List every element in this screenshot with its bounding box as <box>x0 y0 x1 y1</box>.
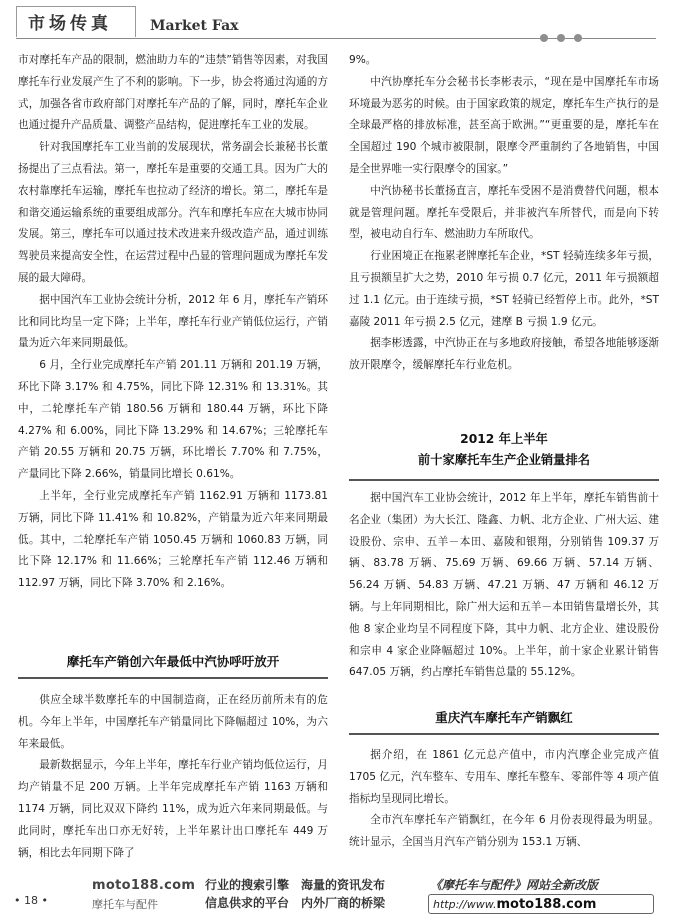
paragraph: 最新数据显示，今年上半年，摩托车行业产销均低位运行，月均产销量不足 200 万辆。上半年完成摩托车产销 1163 万辆和 1174 万辆，同比双双下降约 11%，成为近六年来同期最低。与此同时，摩托车出口亦无好转，上半年累计出口摩托车 449 万辆，相比去年同期下降了 <box>18 759 328 859</box>
right-column <box>349 50 659 377</box>
footer-slogan: 行业的搜索引擎 海量的资讯发布 <box>205 878 386 892</box>
column-title-english: Market Fax <box>150 18 239 34</box>
ranking-heading-line2: 前十家摩托车生产企业销量排名 <box>417 453 591 467</box>
paragraph: 中汽协秘书长董扬直言，摩托车受困不是消费替代问题，根本就是管理问题。摩托车受限后，并非被汽车所替代，而是向下转型，被电动自行车、燃油助力车所取代。 <box>349 184 659 241</box>
paragraph: 全市汽车摩托车产销飘红，在今年 6 月份表现得最为明显。统计显示，全国当月汽车产销分别为 153.1 万辆、 <box>349 814 659 849</box>
dot-icon <box>540 34 548 42</box>
footer-url-domain: moto188.com <box>496 897 597 912</box>
ranking-heading-line1: 2012 年上半年 <box>460 432 548 446</box>
paragraph: 行业困境正在拖累老牌摩托车企业，*ST 轻骑连续多年亏损，且亏损额呈扩大之势，2010 年亏损 0.7 亿元，2011 年亏损额超过 1.1 亿元。由于连续亏损，*ST 轻骑已经暂停上市。此外，*ST 嘉陵 2011 年亏损 2.5 亿元，建摩 B 亏损 1.9 亿元。 <box>349 250 659 328</box>
paragraph: 针对我国摩托车工业当前的发展现状，常务副会长兼秘书长董扬提出了三点看法。第一，摩托车是重要的交通工具。因为广大的农村靠摩托车运输，摩托车也拉动了经济的增长。第二，摩托车是和谐交通运输系统的重要组成部分。汽车和摩托车应在大城市协同发展。第三，摩托车可以通过技术改进来升级改造产品，通过训练驾驶员来提高安全性，在运营过程中凸显的管理问题成为摩托车发展的最大障碍。 <box>18 141 328 284</box>
right-column-lower <box>349 745 659 854</box>
footer-brand-text: 《摩托车与配件》网站全新改版 <box>430 878 599 892</box>
paragraph: 中汽协摩托车分会秘书长李彬表示，“现在是中国摩托车市场环境最为恶劣的时候。由于国家政策的规定，摩托车生产执行的是全球最严格的排放标准，甚至高于欧洲。”“更重要的是，摩托车在全国超过 190 个城市被限制，限摩令严重制约了各地销售，中国是全世界唯一实行限摩令的国家。” <box>349 75 659 175</box>
column-title: 市场传真 <box>28 14 112 34</box>
paragraph: 供应全球半数摩托车的中国制造商，正在经历前所未有的危机。今年上半年，中国摩托车产销量同比下降幅超过 10%，为六年来最低。 <box>18 694 328 750</box>
paragraph: 上半年，全行业完成摩托车产销 1162.91 万辆和 1173.81 万辆，同比下降 11.41% 和 10.82%，产销量为近六年来同期最低。其中，二轮摩托车产销 1050.45 万辆和 1060.83 万辆，同比下降 12.17% 和 11.66%；三轮摩托车产销 112.46 万辆和 112.97 万辆，同比下降 3.70% 和 2.16%。 <box>18 489 328 590</box>
paragraph: 据中国汽车工业协会统计，2012 年上半年，摩托车销售前十名企业（集团）为大长江、隆鑫、力帆、北方企业、广州大运、建设股份、宗申、五羊－本田、嘉陵和银翔，分别销售 109.37 万辆、83.78 万辆、75.69 万辆、69.66 万辆、57.14 万辆、56.24 万辆、54.83 万辆、47.21 万辆、47 万辆和 46.12 万辆。与上年同期相比，除广州大运和五羊－本田销售量增长外，其他 8 家企业均呈不同程度下降，其中力帆、北方企业、建设股份和宗申 4 家企业降幅超过 10%。上半年，前十家企业累计销售 647.05 万辆，约占摩托车销售总量的 55.12%。 <box>349 492 659 679</box>
paragraph: 据中国汽车工业协会统计分析，2012 年 6 月，摩托车产销环比和同比均呈一定下降；上半年，摩托车行业产销低位运行，产销量为近六年来同期最低。 <box>18 293 328 350</box>
paragraph: 据介绍，在 1861 亿元总产值中，市内汽摩企业完成产值 1705 亿元，汽车整车、专用车、摩托车整车、零部件等 4 项产值指标均呈现同比增长。 <box>349 749 659 805</box>
paragraph: 市对摩托车产品的限制，燃油助力车的“违禁”销售等因素，对我国摩托车行业发展产生了不利的影响。下一步，协会将通过沟通的方式，加强各省市政府部门对摩托车产品的了解，同时，摩托车企业也通过提升产品质量、调整产品结构，促进摩托车工业的发展。 <box>18 54 328 132</box>
left-column-lower <box>18 690 328 864</box>
paragraph: 6 月，全行业完成摩托车产销 201.11 万辆和 201.19 万辆，环比下降 3.17% 和 4.75%，同比下降 12.31% 和 13.31%。其中，二轮摩托车产销 180.56 万辆和 180.44 万辆，环比下降 4.27% 和 6.00%，同比下降 13.29% 和 14.67%；三轮摩托车产销 20.55 万辆和 20.75 万辆，环比增长 7.70% 和 7.75%，产量同比下降 2.66%，销量同比增长 0.61%。 <box>18 359 328 481</box>
paragraph: 9%。 <box>349 54 377 66</box>
section-rule <box>349 733 659 735</box>
page-footer <box>0 868 674 921</box>
footer-website-box <box>428 894 654 914</box>
dot-icon <box>574 34 582 42</box>
page-header <box>0 0 674 50</box>
ranking-heading <box>349 429 659 471</box>
section-rule <box>349 479 659 481</box>
footer-url-prefix: http://www. <box>433 898 497 911</box>
section-heading: 摩托车产销创六年最低中汽协呼吁放开 <box>66 654 280 669</box>
right-column-middle <box>349 488 659 684</box>
left-column <box>18 50 328 595</box>
paragraph: 据李彬透露，中汽协正在与多地政府接触，希望各地能够逐渐放开限摩令，缓解摩托车行业危机。 <box>349 337 659 372</box>
page-number: • 18 • <box>14 894 48 907</box>
dot-icon <box>557 34 565 42</box>
footer-slogan: 信息供求的平台 内外厂商的桥梁 <box>205 896 386 910</box>
section-heading: 重庆汽车摩托车产销飘红 <box>435 710 573 725</box>
header-dots-decoration <box>540 27 591 46</box>
footer-logo-url: moto188.com <box>92 878 196 893</box>
section-rule <box>18 677 328 679</box>
footer-logo-name: 摩托车与配件 <box>92 898 158 911</box>
